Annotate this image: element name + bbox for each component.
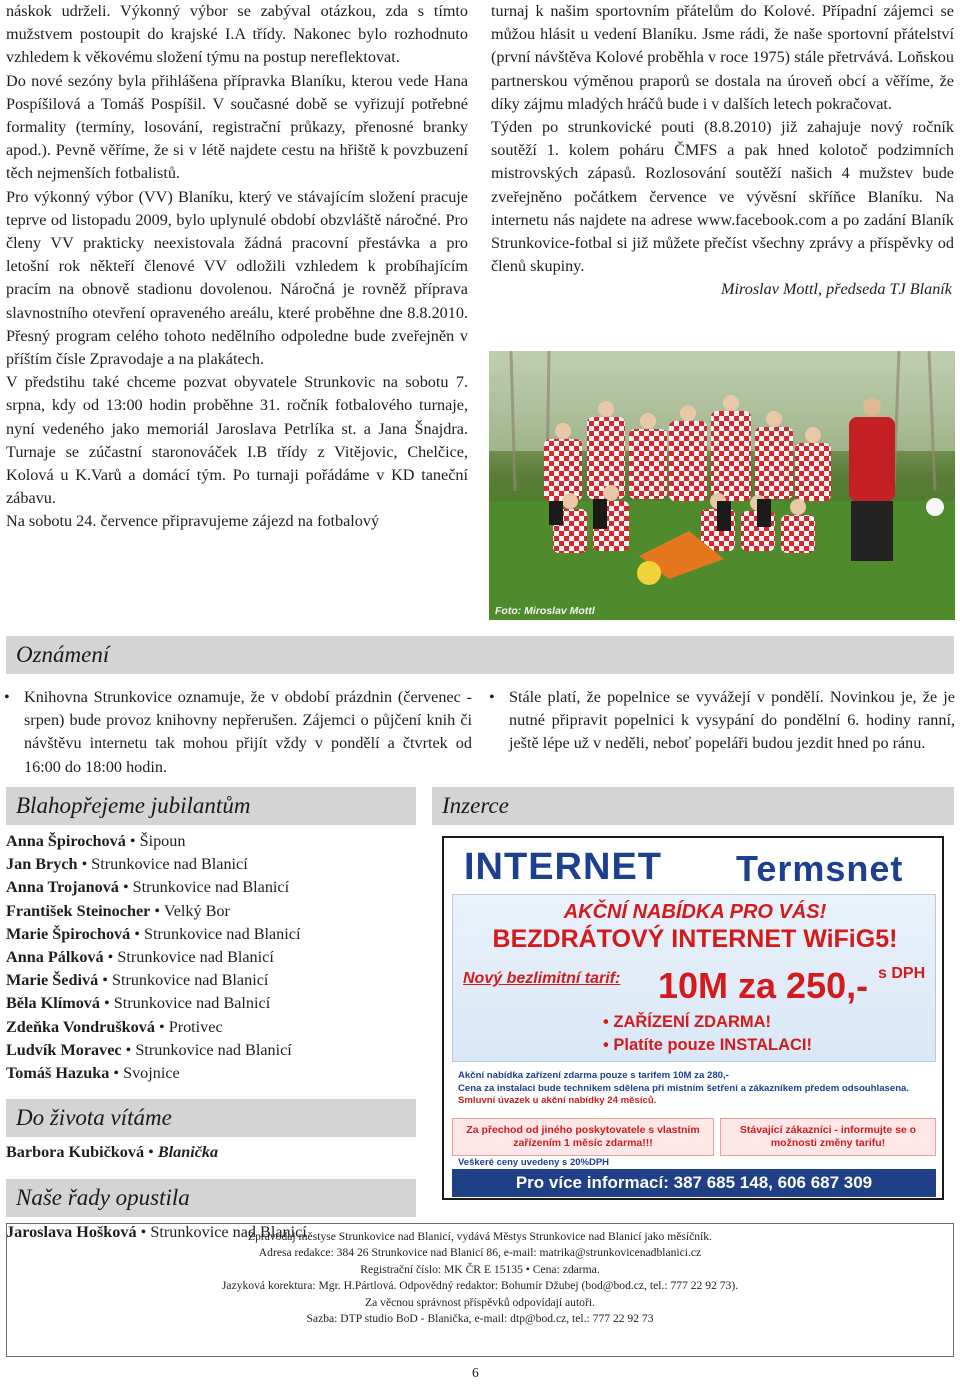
article-paragraph: Do nové sezóny byla přihlášena přípravka Blaníku, kterou vede Hana Pospíšilová a Tomáš Pospíšil. V současné době se vyřizují potřebné formality (termíny, losování, registrační průkazy, přenosné branky apod.). Pevně věříme, že si v létě najdete cestu na hřiště k povzbuzení těch nejmenších fotbalistů.: [6, 71, 468, 183]
birth-place: Blanička: [157, 1143, 219, 1161]
ad-offer-panel: [452, 894, 936, 1062]
announcement-item: • Stále platí, že popelnice se vyvážejí v pondělí. Novinkou je, že je nutné připravit popelnici k vysypání do pondělní 6. hodiny ranní, ještě lépe už v neděli, neboť popeláři budou jezdit hned po ránu.: [489, 686, 955, 756]
jubilant-name: František Steinocher: [6, 901, 151, 920]
separator: •: [81, 855, 88, 874]
jubilee-row: [6, 1016, 300, 1039]
jubilee-row: [6, 876, 300, 899]
separator: •: [104, 994, 110, 1013]
jubilant-place: Strunkovice nad Balnicí: [113, 994, 271, 1013]
jubilant-name: Běla Klímová: [6, 994, 100, 1013]
announcement-list-right: [489, 686, 955, 756]
jubilee-row: [6, 946, 300, 969]
ad-brand-logo: Termsnet: [736, 848, 904, 889]
jubilant-place: Velký Bor: [163, 901, 230, 920]
separator: •: [134, 924, 140, 943]
article-signature: Miroslav Mottl, předseda TJ Blaník: [721, 280, 952, 299]
ad-action-text: AKČNÍ NABÍDKA PRO VÁS!: [563, 901, 827, 923]
team-photo-illustration: [489, 351, 955, 620]
jubilant-place: Šipoun: [139, 832, 186, 850]
jubilant-name: Anna Trojanová: [6, 878, 119, 897]
ad-price: 10M za 250,-: [658, 965, 869, 1006]
jubilee-row: [6, 900, 300, 923]
ad-fine-line: Smluvní úvazek u akční nabídky 24 měsíců.: [458, 1095, 657, 1106]
jubilant-name: Anna Pálková: [6, 948, 104, 967]
jubilee-row: [6, 830, 300, 853]
announcement-item: • Knihovna Strunkovice oznamuje, že v období prázdnin (červenec - srpen) bude provoz knihovny nepřerušen. Zájemci o půjčení knih či návštěvu internetu tak mohou přijít vždy v pondělí a čtvrtek od 16:00 do 18:00 hodin.: [4, 686, 472, 779]
ad-price-suffix: s DPH: [878, 965, 926, 982]
jubilant-place: Strunkovice nad Blanicí: [91, 855, 248, 874]
ad-bullet: • Platíte pouze INSTALACI!: [603, 1036, 812, 1054]
ad-bullet: • ZAŘÍZENÍ ZDARMA!: [603, 1013, 772, 1031]
ad-contact-footer: Pro více informací: 387 685 148, 606 687 309: [452, 1169, 936, 1197]
jubilee-row: [6, 992, 300, 1015]
jubilant-name: Zdeňka Vondrušková: [6, 1017, 155, 1036]
ad-fine-line: Akční nabídka zařízení zdarma pouze s tarifem 10M za 280,-: [458, 1070, 729, 1081]
ad-bullet-text: ZAŘÍZENÍ ZDARMA!: [613, 1013, 772, 1031]
separator: •: [148, 1143, 154, 1161]
ad-fine-print: [452, 1064, 936, 1118]
separator: •: [125, 1040, 132, 1059]
jubilant-place: Svojnice: [123, 1064, 180, 1083]
separator: •: [113, 1064, 120, 1083]
photo-caption: Foto: Miroslav Mottl: [495, 605, 595, 617]
imprint-line: Registrační číslo: MK ČR E 15135 • Cena: zdarma.: [360, 1262, 600, 1276]
imprint-line: Adresa redakce: 384 26 Strunkovice nad Blanicí 86, e-mail: matrika@strunkovicenadblanici.cz: [258, 1246, 702, 1260]
separator: •: [107, 948, 114, 967]
ad-info-boxes: [452, 1118, 936, 1156]
page-number: 6: [472, 1365, 479, 1380]
internet-advertisement: [442, 836, 944, 1200]
jubilant-place: Protivec: [168, 1017, 223, 1036]
jubilant-name: Tomáš Hazuka: [6, 1064, 110, 1083]
section-heading-deaths: Naše řady opustila: [6, 1179, 416, 1217]
ad-wifi-text: BEZDRÁTOVÝ INTERNET WiFiG5!: [492, 925, 898, 953]
imprint-box: [6, 1223, 954, 1357]
ad-switch-box: [452, 1118, 714, 1156]
article-right-column: [491, 0, 954, 302]
separator: •: [158, 1017, 165, 1036]
jubilant-place: Strunkovice nad Blanicí: [135, 1040, 292, 1059]
section-heading-jubilee: Blahopřejeme jubilantům: [6, 787, 416, 825]
jubilee-row: [6, 923, 300, 946]
jubilant-name: Anna Špirochová: [6, 832, 126, 850]
separator: •: [154, 901, 161, 920]
article-left-column: [6, 0, 468, 534]
team-photo: [489, 351, 955, 620]
jubilant-place: Strunkovice nad Blanicí: [117, 948, 274, 967]
announcement-list-left: [4, 686, 472, 779]
ad-header: [444, 838, 942, 892]
jubilant-place: Strunkovice nad Blanicí: [111, 971, 269, 990]
jubilant-place: Strunkovice nad Blanicí: [132, 878, 290, 897]
ad-switch-text: Za přechod od jiného poskytovatele s vlastním zařízením 1 měsíc zdarma!!!: [466, 1124, 700, 1149]
jubilee-row: [6, 1062, 300, 1085]
jubilee-row: [6, 969, 300, 992]
imprint-line: Za věcnou správnost příspěvků odpovídají autoři.: [365, 1295, 595, 1309]
jubilee-list: [6, 830, 300, 1085]
ad-fine-line: Cena za instalaci bude technikem sdělena při místním šetření a zákazníkem předem odsouhlasena.: [458, 1082, 910, 1094]
separator: •: [140, 1223, 147, 1241]
separator: •: [122, 878, 129, 897]
article-paragraph: Pro výkonný výbor (VV) Blaníku, který ve stávajícím složení pracuje teprve od listopadu 2009, bylo uplynulé období obzvláště náročné. Pro členy VV prakticky neexistovala žádná pracovní přestávka a pro letošní rok někteří členové VV odložili vzhledem k probíhajícím pracím na obnově stadionu dovolenou. Náročná je rovněž příprava slavnostního otevření opraveného areálu, které proběhne dne 8.8.2010. Přesný program celého tohoto nedělního odpoledne bude zveřejněn v příštím čísle Zpravodaje a na plakátech.: [6, 187, 468, 369]
article-paragraph: Týden po strunkovické pouti (8.8.2010) již zahajuje nový ročník soutěží 1. kolem poháru ČMFS a pak hned kolotoč podzimních mistrovských zápasů. Rozlosování soutěží našich 4 mužstev bude zveřejněno počátkem července ve vývěsní skříňce Blaníku. Na internetu nás najdete na adrese www.facebook.com a po zadání Blaník Strunkovice-fotbal si již můžete přečíst všechny zprávy a příspěvky od členů skupiny.: [491, 118, 954, 276]
jubilant-name: Jan Brych: [6, 855, 78, 874]
birth-name: Barbora Kubičková: [6, 1143, 145, 1161]
imprint-line: Jazyková korektura: Mgr. H.Pártlová. Odpovědný redaktor: Bohumír Džubej (bod@bod.cz, tel.: 777 22 92 73).: [221, 1279, 739, 1293]
ad-headline: INTERNET: [464, 846, 662, 888]
section-heading-announcement: Oznámení: [6, 636, 954, 674]
jubilant-name: Ludvík Moravec: [6, 1040, 122, 1059]
death-name: Jaroslava Hošková: [6, 1223, 137, 1241]
jubilant-name: Marie Šedivá: [6, 971, 99, 990]
article-paragraph: Na sobotu 24. července připravujeme zájezd na fotbalový: [6, 512, 380, 531]
jubilee-row: [6, 853, 300, 876]
article-paragraph: náskok udrželi. Výkonný výbor se zabýval otázkou, zda s tímto mužstvem postoupit do krajské I.A třídy. Nakonec bylo rozhodnuto vzhledem k věkovému složení týmu na postup nereflektovat.: [6, 2, 468, 67]
section-heading-ads: Inzerce: [432, 787, 954, 825]
jubilant-name: Marie Špirochová: [6, 924, 131, 943]
birth-entry: [6, 1141, 218, 1164]
ad-existing-text: Stávající zákazníci - informujte se o možnosti změny tarifu!: [739, 1124, 917, 1149]
article-paragraph: turnaj k našim sportovním přátelům do Kolové. Případní zájemci se můžou hlásit u vedení Blaníku. Jsme rádi, že naše sportovní přátelství (první návštěva Kolové proběhla v roce 1975) stále přetrvává. Loňskou partnerskou výměnou praporů se dostala na úroveň obcí a věříme, že díky zájmu mladých hráčů bude i v dalších letech pokračovat.: [491, 2, 954, 113]
death-place: Strunkovice nad Blanicí: [150, 1223, 307, 1241]
separator: •: [129, 832, 136, 850]
ad-vat-note: Veškeré ceny uvedeny s 20%DPH: [458, 1157, 610, 1168]
jubilant-place: Strunkovice nad Blanicí: [144, 924, 301, 943]
section-heading-births: Do života vítáme: [6, 1099, 416, 1137]
separator: •: [102, 971, 108, 990]
ad-tarif-label: Nový bezlimitní tarif:: [463, 970, 621, 987]
ad-bullet-text: Platíte pouze INSTALACI!: [613, 1036, 812, 1054]
ad-existing-box: [720, 1118, 936, 1156]
article-paragraph: V předstihu také chceme pozvat obyvatele Strunkovic na sobotu 7. srpna, kdy od 13:00 hodin proběhne 31. ročník fotbalového turnaje, nyní vedeného jako memoriál Jaroslava Petrlíka st. a Jana Šnajdra. Turnaje se zúčastní staronováček I.B třídy z Vitějovic, Chelčice, Kolová u K.Varů a domácí tým. Po turnaji pořádáme v KD taneční zábavu.: [6, 373, 468, 508]
imprint-line: Sazba: DTP studio BoD - Blanička, e-mail: dtp@bod.cz, tel.: 777 22 92 73: [306, 1312, 654, 1326]
imprint-line: Zpravodaj městyse Strunkovice nad Blanicí, vydává Městys Strunkovice nad Blanicí jako měsíčník.: [248, 1230, 712, 1243]
jubilee-row: [6, 1039, 300, 1062]
